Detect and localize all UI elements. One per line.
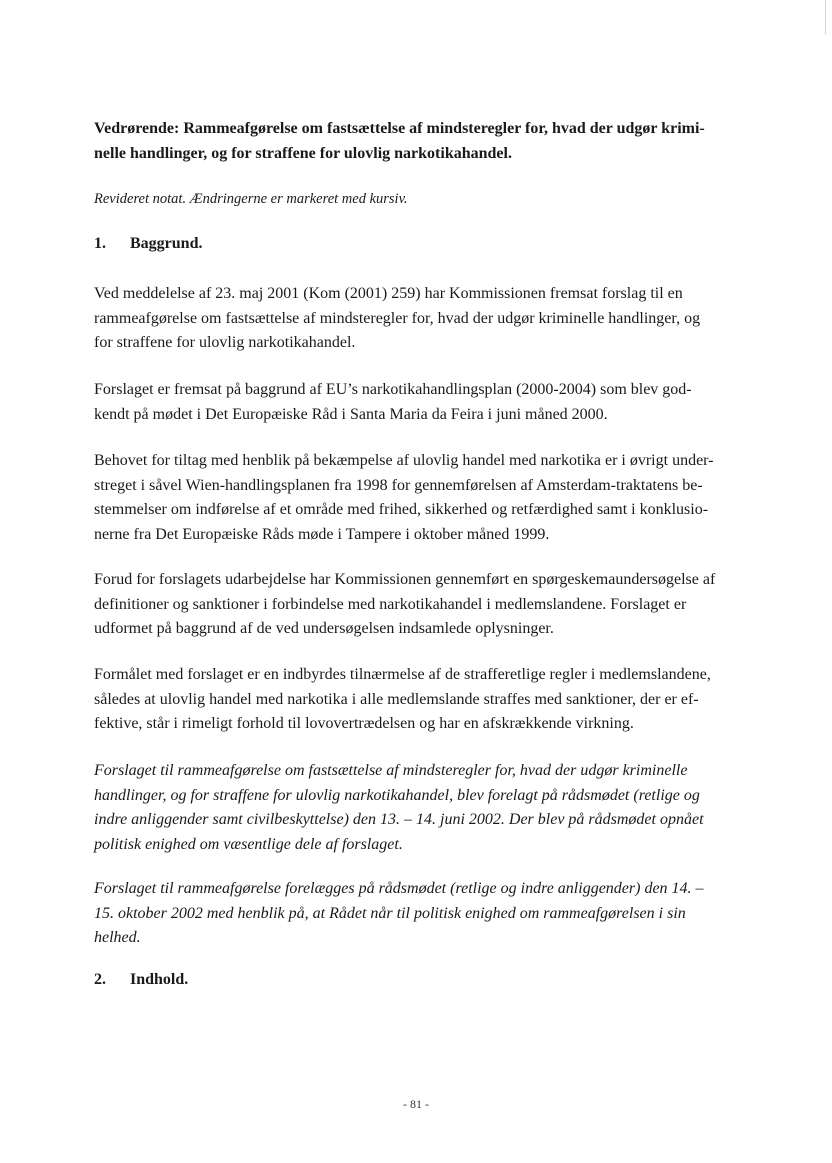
paragraph-line: 15. oktober 2002 med henblik på, at Rådet når til politisk enighed om rammeafgørelsen i sin [94, 904, 686, 922]
scan-edge-mark [825, 0, 826, 34]
paragraph [94, 282, 754, 356]
heading-line: Vedrørende: Rammeafgørelse om fastsættelse af mindsteregler for, hvad der udgør krimi- [94, 120, 705, 137]
section-number: 1. [94, 235, 106, 252]
paragraph-line: kendt på mødet i Det Europæiske Råd i Santa Maria da Feira i juni måned 2000. [94, 405, 608, 423]
document-heading [94, 116, 754, 166]
paragraph-line: Ved meddelelse af 23. maj 2001 (Kom (2001) 259) har Kommissionen fremsat forslag til en [94, 285, 683, 302]
paragraph-line: helhed. [94, 929, 141, 946]
revision-note: Revideret notat. Ændringerne er markeret med kursiv. [94, 191, 408, 207]
paragraph-line: Forslaget til rammeafgørelse om fastsættelse af mindsteregler for, hvad der udgør kriminelle [94, 762, 688, 779]
paragraph-line: for straffene for ulovlig narkotikahandel. [94, 334, 356, 351]
paragraph [94, 663, 754, 737]
paragraph-line: Formålet med forslaget er en indbyrdes tilnærmelse af de strafferetlige regler i medlemslandene, [94, 666, 711, 683]
section-heading-1 [94, 232, 754, 257]
paragraph-line: indre anliggender samt civilbeskyttelse) den 13. – 14. juni 2002. Der blev på rådsmødet opnået [94, 811, 704, 828]
paragraph-line: Forslaget er fremsat på baggrund af EU’s narkotikahandlingsplan (2000-2004) som blev god- [94, 381, 692, 398]
paragraph-line: handlinger, og for straffene for ulovlig narkotikahandel, blev forelagt på rådsmødet (retlige og [94, 786, 700, 804]
paragraph [94, 378, 754, 427]
paragraph-line: fektive, står i rimeligt forhold til lovovertrædelsen og har en afskrækkende virkning. [94, 715, 634, 732]
heading-line: nelle handlinger, og for straffene for ulovlig narkotikahandel. [94, 145, 512, 162]
paragraph-line: rammeafgørelse om fastsættelse af mindsteregler for, hvad der udgør kriminelle handlinger, og [94, 309, 701, 327]
revised-paragraph [94, 759, 754, 857]
section-title: Indhold. [130, 971, 189, 988]
paragraph-line: streget i såvel Wien-handlingsplanen fra 1998 for gennemførelsen af Amsterdam-traktatens be- [94, 476, 703, 494]
paragraph-line: udformet på baggrund af de ved undersøgelsen indsamlede oplysninger. [94, 620, 554, 637]
paragraph-line: således at ulovlig handel med narkotika i alle medlemslande straffes med sanktioner, der er ef- [94, 690, 699, 708]
paragraph-line: definitioner og sanktioner i forbindelse med narkotikahandel i medlemslandene. Forslaget er [94, 595, 687, 613]
paragraph-line: politisk enighed om væsentlige dele af forslaget. [94, 835, 403, 853]
paragraph [94, 449, 754, 547]
paragraph-line: nerne fra Det Europæiske Råds møde i Tampere i oktober måned 1999. [94, 525, 550, 543]
paragraph [94, 568, 754, 642]
section-title: Baggrund. [130, 235, 203, 252]
paragraph-line: Behovet for tiltag med henblik på bekæmpelse af ulovlig handel med narkotika er i øvrigt under- [94, 452, 714, 469]
paragraph-line: Forud for forslagets udarbejdelse har Kommissionen gennemført en spørgeskemaundersøgelse af [94, 571, 716, 588]
revised-paragraph [94, 877, 754, 951]
paragraph-line: Forslaget til rammeafgørelse forelægges på rådsmødet (retlige og indre anliggender) den 14. – [94, 880, 704, 897]
section-heading-2 [94, 968, 754, 993]
section-number: 2. [94, 971, 106, 988]
page-number: - 81 - [403, 1097, 429, 1111]
paragraph-line: stemmelser om indførelse af et område med frihed, sikkerhed og retfærdighed samt i konklusio- [94, 501, 709, 518]
